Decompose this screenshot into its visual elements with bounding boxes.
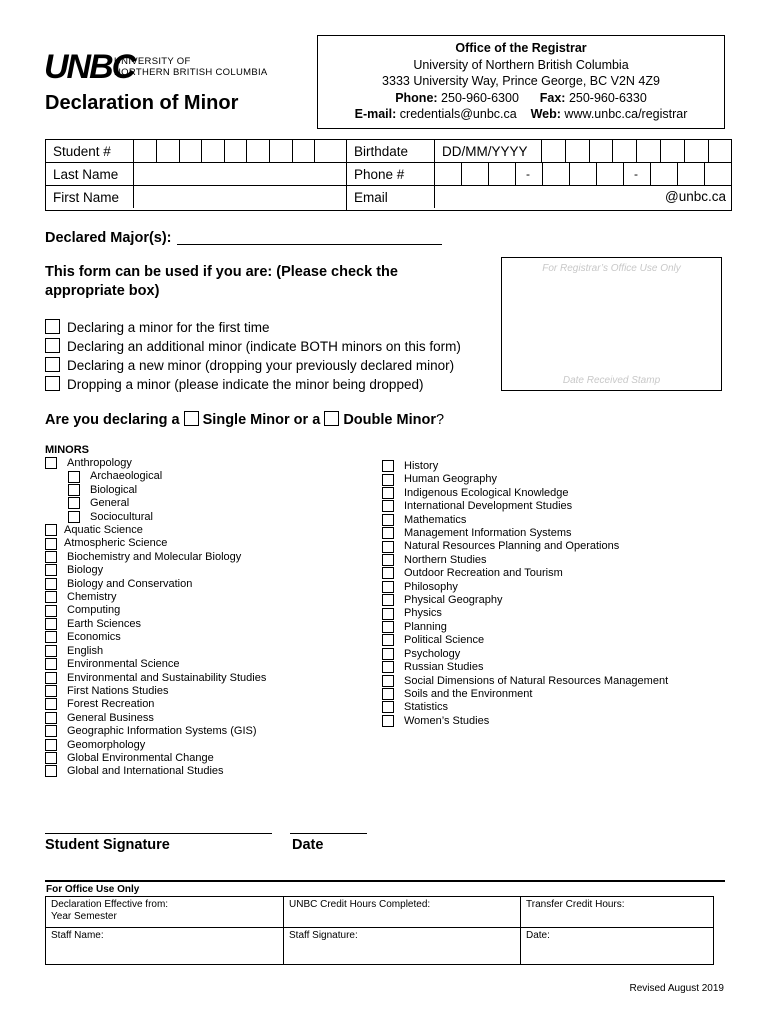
minor-label: Planning	[404, 620, 447, 633]
minor-checkbox[interactable]	[382, 634, 394, 646]
minor-label: Archaeological	[90, 470, 163, 483]
minor-label: Computing	[67, 604, 121, 617]
revised-date: Revised August 2019	[629, 983, 724, 994]
minor-item[interactable]	[45, 685, 266, 698]
minor-item[interactable]	[45, 752, 266, 765]
minor-checkbox[interactable]	[382, 567, 394, 579]
minor-label: Management Information Systems	[404, 527, 572, 540]
last-name-field[interactable]	[134, 163, 346, 185]
minor-checkbox[interactable]	[382, 554, 394, 566]
minor-label: Forest Recreation	[67, 698, 155, 711]
minor-label: Anthropology	[67, 457, 132, 469]
office-use-table	[45, 896, 714, 965]
minor-item[interactable]	[382, 648, 668, 661]
student-number-field[interactable]	[134, 140, 346, 162]
registrar-stamp-box	[501, 257, 722, 391]
minor-checkbox[interactable]	[382, 474, 394, 486]
email-field[interactable]	[435, 186, 731, 208]
first-name-label: First Name	[46, 186, 134, 208]
minor-checkbox[interactable]	[45, 524, 57, 536]
minor-checkbox[interactable]	[45, 739, 57, 751]
minor-label: Psychology	[404, 647, 461, 660]
minor-label: Social Dimensions of Natural Resources Management	[404, 674, 669, 687]
birthdate-label: Birthdate	[347, 140, 435, 162]
minor-label: Aquatic Science	[64, 524, 143, 537]
minor-checkbox[interactable]	[382, 527, 394, 539]
minor-item[interactable]	[45, 645, 266, 658]
option-checkbox[interactable]	[45, 338, 60, 353]
minor-item[interactable]	[382, 500, 668, 513]
declared-major-line[interactable]	[177, 244, 442, 245]
minors-left-column	[45, 457, 266, 779]
minor-item[interactable]	[382, 715, 668, 728]
minor-item[interactable]	[45, 524, 266, 537]
option-first-minor[interactable]: Declaring a minor for the first time	[45, 318, 461, 337]
minor-checkbox[interactable]	[45, 538, 57, 550]
usage-heading: This form can be used if you are: (Please check the appropriate box)	[45, 264, 398, 299]
option-checkbox[interactable]	[45, 376, 60, 391]
registrar-office-box	[317, 35, 725, 129]
minor-checkbox[interactable]	[45, 645, 57, 657]
transfer-credit-hours-cell[interactable]: Transfer Credit Hours:	[526, 899, 625, 910]
minor-label: Biochemistry and Molecular Biology	[67, 550, 242, 563]
minor-checkbox[interactable]	[382, 608, 394, 620]
minor-label: General Business	[67, 711, 154, 724]
minor-label: General	[90, 497, 130, 510]
option-checkbox[interactable]	[45, 319, 60, 334]
minor-item[interactable]	[45, 551, 266, 564]
minor-checkbox[interactable]	[45, 725, 57, 737]
minor-checkbox[interactable]	[68, 511, 80, 523]
minor-label: Biological	[90, 483, 138, 496]
declared-major-label: Declared Major(s):	[45, 230, 172, 246]
email-label: Email	[347, 186, 435, 208]
minor-label: Physical Geography	[404, 594, 503, 607]
minor-item[interactable]	[45, 564, 266, 577]
minor-checkbox[interactable]	[382, 715, 394, 727]
minor-label: First Nations Studies	[67, 684, 169, 697]
logo-line-2: NORTHERN BRITISH COLUMBIA	[114, 67, 268, 78]
unbc-logo	[44, 50, 274, 90]
minor-checkbox[interactable]	[68, 471, 80, 483]
logo-mark: UNBC	[44, 48, 135, 86]
minor-item[interactable]	[45, 470, 266, 483]
minor-checkbox[interactable]	[45, 712, 57, 724]
minor-item[interactable]	[382, 621, 668, 634]
minor-label: Political Science	[404, 634, 485, 647]
minor-item[interactable]	[382, 554, 668, 567]
minor-item[interactable]	[382, 675, 668, 688]
minor-label: International Development Studies	[404, 500, 573, 513]
minor-checkbox[interactable]	[382, 514, 394, 526]
minors-heading: MINORS	[45, 444, 89, 456]
office-use-rule	[45, 880, 725, 882]
minor-item[interactable]	[45, 712, 266, 725]
minor-checkbox[interactable]	[45, 752, 57, 764]
minor-label: Indigenous Ecological Knowledge	[404, 486, 569, 499]
minors-right-column	[382, 460, 668, 728]
minor-item[interactable]	[382, 460, 668, 473]
registrar-use-only-text: For Registrar’s Office Use Only	[542, 263, 681, 274]
minor-label: Statistics	[404, 701, 449, 714]
staff-signature-cell[interactable]: Staff Signature:	[284, 928, 521, 964]
minor-label: Atmospheric Science	[64, 537, 168, 550]
minor-label: Geographic Information Systems (GIS)	[67, 725, 257, 738]
minor-label: Biology	[67, 564, 104, 577]
usage-options	[45, 318, 461, 394]
minor-label: Global and International Studies	[67, 765, 224, 778]
minor-label: Russian Studies	[404, 661, 484, 674]
option-new-minor[interactable]: Declaring a new minor (dropping your previously declared minor)	[45, 356, 461, 375]
logo-line-1: UNIVERSITY OF	[114, 56, 191, 67]
minor-item[interactable]	[45, 578, 266, 591]
minor-checkbox[interactable]	[382, 675, 394, 687]
minor-checkbox[interactable]	[382, 621, 394, 633]
minor-checkbox[interactable]	[382, 701, 394, 713]
student-number-label: Student #	[46, 140, 134, 162]
minor-label: Earth Sciences	[67, 617, 141, 630]
minor-checkbox[interactable]	[45, 631, 57, 643]
minor-label: English	[67, 644, 104, 657]
minor-item[interactable]	[45, 618, 266, 631]
minor-label: Human Geography	[404, 473, 497, 486]
minor-checkbox[interactable]	[45, 605, 57, 617]
phone-field[interactable]	[435, 163, 731, 185]
last-name-label: Last Name	[46, 163, 134, 185]
minor-item[interactable]	[45, 484, 266, 497]
minor-checkbox[interactable]	[45, 685, 57, 697]
minor-checkbox[interactable]	[68, 484, 80, 496]
office-heading: Office of the Registrar	[455, 41, 587, 55]
minor-checkbox[interactable]	[45, 698, 57, 710]
minor-checkbox[interactable]	[382, 594, 394, 606]
minor-checkbox[interactable]	[382, 648, 394, 660]
minor-item[interactable]	[382, 607, 668, 620]
minor-item[interactable]	[45, 457, 266, 470]
minor-item[interactable]	[382, 688, 668, 701]
minor-checkbox[interactable]	[45, 551, 57, 563]
office-phone-fax: Phone: 250-960-6300 Fax: 250-960-6330	[395, 90, 647, 105]
birthdate-field[interactable]: DD/MM/YYYY	[435, 140, 542, 162]
minor-checkbox[interactable]	[382, 541, 394, 553]
minor-checkbox[interactable]	[382, 688, 394, 700]
student-signature-label: Student Signature	[45, 837, 170, 853]
double-minor-checkbox[interactable]	[324, 411, 339, 426]
minor-label: Chemistry	[67, 591, 117, 604]
minor-label: Natural Resources Planning and Operations	[404, 540, 620, 553]
minor-item[interactable]	[45, 631, 266, 644]
minor-checkbox[interactable]	[382, 500, 394, 512]
single-minor-checkbox[interactable]	[184, 411, 199, 426]
minor-label: Geomorphology	[67, 738, 146, 751]
minor-label: Philosophy	[404, 580, 458, 593]
minor-checkbox[interactable]	[45, 658, 57, 670]
student-signature-line[interactable]	[45, 833, 272, 834]
minor-label: Soils and the Environment	[404, 687, 533, 700]
office-line-1: University of Northern British Columbia	[413, 57, 629, 72]
minor-item[interactable]	[45, 765, 266, 778]
phone-dash-2: -	[624, 163, 651, 185]
minor-item[interactable]	[382, 701, 668, 714]
unbc-credit-hours-cell[interactable]: UNBC Credit Hours Completed:	[284, 897, 521, 927]
minor-item[interactable]	[45, 591, 266, 604]
minor-item[interactable]	[382, 581, 668, 594]
minor-item[interactable]	[45, 739, 266, 752]
minor-type-question: Are you declaring a Single Minor or a Double Minor?	[45, 412, 445, 428]
minor-label: Environmental and Sustainability Studies	[67, 671, 267, 684]
office-line-2: 3333 University Way, Prince George, BC V2N 4Z9	[382, 74, 660, 88]
minor-item[interactable]	[45, 698, 266, 711]
minor-label: Biology and Conservation	[67, 577, 193, 590]
staff-name-cell[interactable]: Staff Name:	[46, 928, 284, 964]
minor-item[interactable]	[45, 658, 266, 671]
office-date-cell[interactable]: Date:	[526, 930, 550, 941]
minor-checkbox[interactable]	[45, 578, 57, 590]
minor-item[interactable]	[382, 527, 668, 540]
date-line[interactable]	[290, 833, 367, 834]
minor-checkbox[interactable]	[68, 497, 80, 509]
minor-item[interactable]	[45, 537, 266, 550]
minor-item[interactable]	[45, 725, 266, 738]
office-email-web: E-mail: credentials@unbc.ca Web: www.unbc.ca/registrar	[354, 107, 688, 121]
student-info-grid	[45, 139, 732, 211]
minor-item[interactable]	[45, 511, 266, 524]
minor-checkbox[interactable]	[45, 765, 57, 777]
minor-checkbox[interactable]	[45, 591, 57, 603]
minor-item[interactable]	[382, 473, 668, 486]
minor-item[interactable]	[382, 661, 668, 674]
minor-label: Global Environmental Change	[67, 751, 214, 764]
date-received-stamp-text: Date Received Stamp	[562, 375, 661, 386]
minor-checkbox[interactable]	[382, 487, 394, 499]
minor-label: History	[404, 460, 439, 472]
minor-item[interactable]	[382, 567, 668, 580]
first-name-field[interactable]	[134, 186, 346, 208]
minor-label: Environmental Science	[67, 658, 180, 671]
minor-label: Physics	[404, 607, 442, 620]
minor-item[interactable]	[45, 604, 266, 617]
minor-label: Women’s Studies	[404, 714, 490, 727]
minor-label: Sociocultural	[90, 510, 153, 523]
office-use-heading: For Office Use Only	[46, 884, 140, 895]
minor-checkbox[interactable]	[45, 618, 57, 630]
logo-text	[114, 56, 268, 78]
minor-item[interactable]	[382, 634, 668, 647]
minor-item[interactable]	[45, 672, 266, 685]
minor-label: Northern Studies	[404, 553, 487, 566]
minor-checkbox[interactable]	[45, 564, 57, 576]
phone-dash-1: -	[516, 163, 543, 185]
minor-label: Economics	[67, 631, 121, 644]
form-title: Declaration of Minor	[45, 92, 239, 114]
option-dropping-minor[interactable]: Dropping a minor (please indicate the minor being dropped)	[45, 375, 461, 394]
option-checkbox[interactable]	[45, 357, 60, 372]
minor-checkbox[interactable]	[382, 460, 394, 472]
signature-date-label: Date	[292, 837, 324, 853]
option-additional-minor[interactable]: Declaring an additional minor (indicate BOTH minors on this form)	[45, 337, 461, 356]
minor-checkbox[interactable]	[382, 661, 394, 673]
minor-label: Outdoor Recreation and Tourism	[404, 567, 563, 580]
minor-checkbox[interactable]	[45, 457, 57, 469]
minor-item[interactable]	[382, 514, 668, 527]
minor-item[interactable]	[382, 540, 668, 553]
minor-checkbox[interactable]	[382, 581, 394, 593]
email-suffix: @unbc.ca	[665, 189, 726, 204]
minor-checkbox[interactable]	[45, 672, 57, 684]
minor-label: Mathematics	[404, 513, 467, 526]
minor-item[interactable]	[382, 487, 668, 500]
effective-from-cell[interactable]: Declaration Effective from: Year Semester	[46, 897, 284, 927]
minor-item[interactable]	[45, 497, 266, 510]
phone-label: Phone #	[347, 163, 435, 185]
minor-item[interactable]	[382, 594, 668, 607]
